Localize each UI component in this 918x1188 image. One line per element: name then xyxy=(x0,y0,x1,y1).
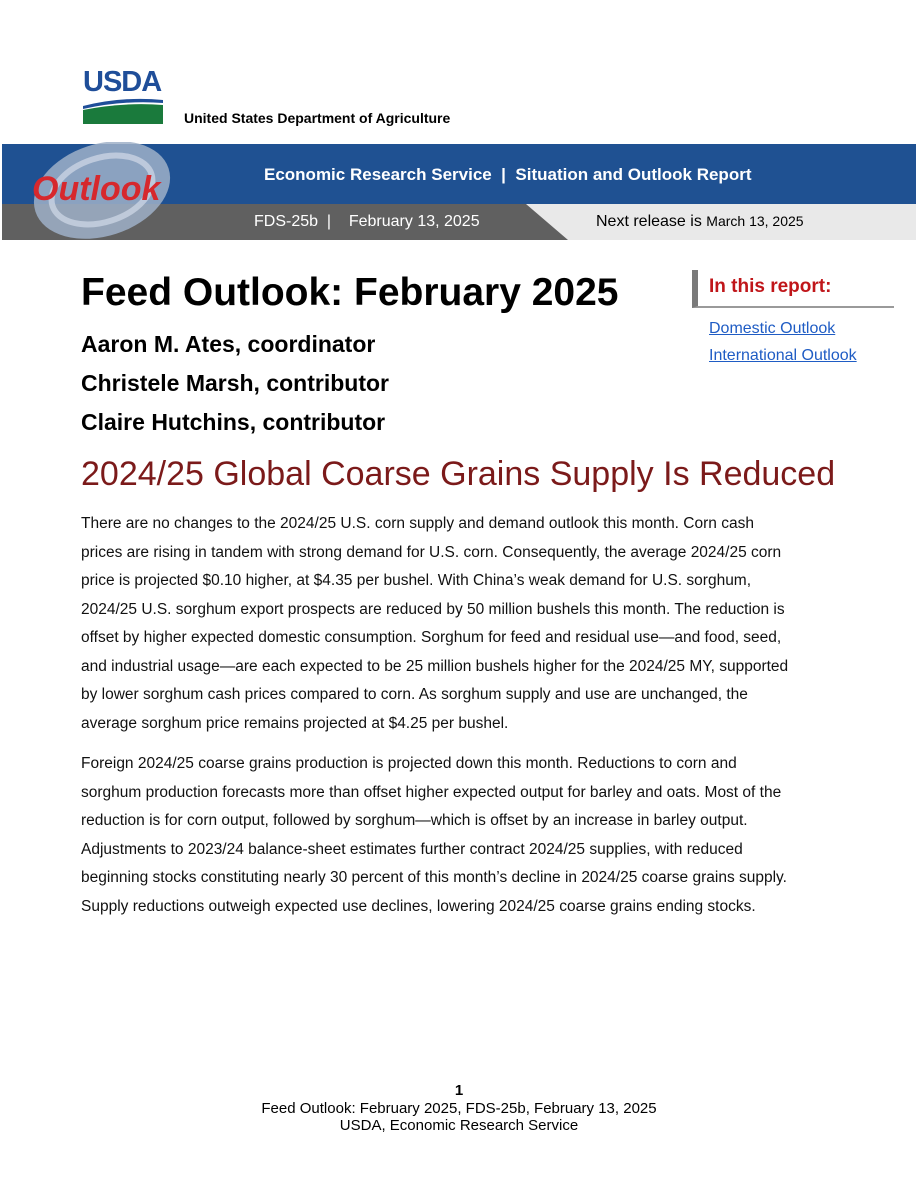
next-release xyxy=(596,213,804,231)
paragraph-line: offset by higher expected domestic consumption. Sorghum for feed and residual use—and food, seed, xyxy=(81,629,782,646)
page-number: 1 xyxy=(454,1082,464,1099)
paragraph-line: reduction is for corn output, followed by sorghum—which is offset by an increase in barley output. xyxy=(81,812,748,829)
paragraph-line: average sorghum price remains projected at $4.25 per bushel. xyxy=(81,714,509,732)
usda-logo-text: USDA xyxy=(83,66,162,98)
paragraph-foreign xyxy=(81,750,851,921)
outlook-logo xyxy=(26,142,186,242)
paragraph-line: Adjustments to 2023/24 balance-sheet estimates further contract 2024/25 supplies, with reduced xyxy=(81,840,743,858)
in-this-report-sidebar xyxy=(692,270,894,365)
paragraph-line: Supply reductions outweigh expected use declines, lowering 2024/25 coarse grains ending stocks. xyxy=(81,897,756,915)
paragraph-line: sorghum production forecasts more than offset higher expected output for barley and oats. Most of the xyxy=(81,783,782,801)
footer-publisher: USDA, Economic Research Service xyxy=(339,1117,579,1134)
paragraph-line: price is projected $0.10 higher, at $4.35 per bushel. With China’s weak demand for U.S. sorghum, xyxy=(81,572,752,589)
section-heading: 2024/25 Global Coarse Grains Supply Is Reduced xyxy=(81,455,836,493)
usda-hills-icon xyxy=(83,94,163,124)
paragraph-line: beginning stocks constituting nearly 30 percent of this month’s decline in 2024/25 coarse grains supply. xyxy=(81,869,787,886)
link-domestic-outlook[interactable]: Domestic Outlook xyxy=(709,320,836,337)
link-international-outlook[interactable]: International Outlook xyxy=(709,347,857,364)
next-release-date: March 13, 2025 xyxy=(706,213,804,229)
page-title: Feed Outlook: February 2025 xyxy=(81,271,619,314)
paragraph-line: by lower sorghum cash prices compared to corn. As sorghum supply and use are unchanged, the xyxy=(81,686,748,703)
paragraph-line: and industrial usage—are each expected to be 25 million bushels higher for the 2024/25 MY, supported xyxy=(81,657,789,675)
department-name: United States Department of Agriculture xyxy=(184,110,451,126)
sidebar-heading: In this report: xyxy=(692,270,894,308)
report-id: FDS-25b | February 13, 2025 xyxy=(254,213,480,230)
author-contributor-1: Christele Marsh, contributor xyxy=(81,370,389,396)
outlook-logo-text: Outlook xyxy=(32,170,161,208)
paragraph-line: There are no changes to the 2024/25 U.S. corn supply and demand outlook this month. Corn cash xyxy=(81,515,754,532)
paragraph-line: prices are rising in tandem with strong demand for U.S. corn. Consequently, the average 2024/25 corn xyxy=(81,543,782,561)
banner-title: Economic Research Service | Situation and Outlook Report xyxy=(264,165,752,184)
paragraph-domestic xyxy=(81,510,851,738)
author-contributor-2: Claire Hutchins, contributor xyxy=(81,409,386,435)
footer-citation: Feed Outlook: February 2025, FDS-25b, February 13, 2025 xyxy=(261,1100,657,1117)
next-release-prefix: Next release is xyxy=(596,213,702,230)
paragraph-line: Foreign 2024/25 coarse grains production is projected down this month. Reductions to corn and xyxy=(81,755,737,772)
usda-logo xyxy=(83,68,163,124)
author-coordinator: Aaron M. Ates, coordinator xyxy=(81,331,376,357)
paragraph-line: 2024/25 U.S. sorghum export prospects are reduced by 50 million bushels this month. The reduction is xyxy=(81,600,785,618)
